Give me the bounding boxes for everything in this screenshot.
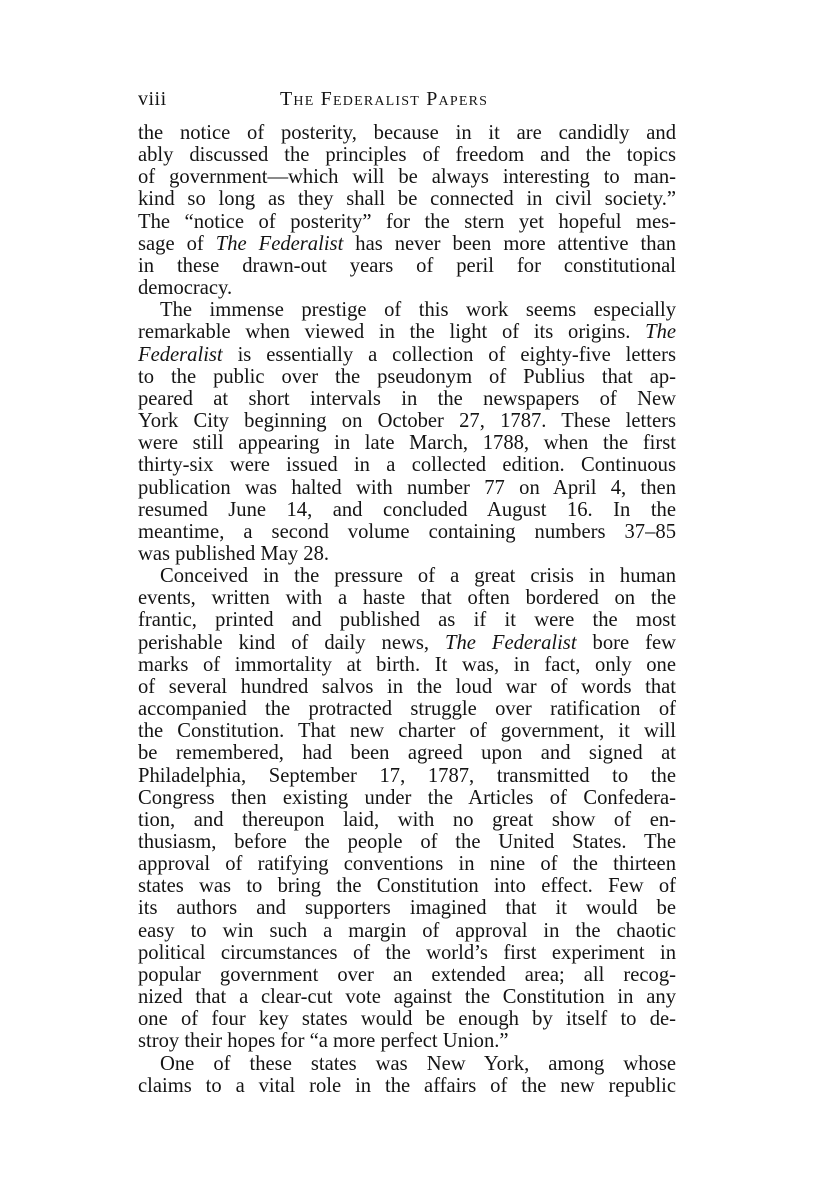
text-line: perishable kind of daily news, The Federalist bore few <box>138 631 676 654</box>
text-line: stroy their hopes for “a more perfect Union.” <box>138 1030 509 1053</box>
text-line: kind so long as they shall be connected in civil society.” <box>138 188 676 211</box>
page-header <box>138 88 676 114</box>
text-line: the notice of posterity, because in it are candidly and <box>138 122 676 144</box>
text-line: in these drawn-out years of peril for constitutional <box>138 254 676 277</box>
text-line: York City beginning on October 27, 1787. These letters <box>138 410 676 433</box>
running-head: The Federalist Papers <box>280 88 489 110</box>
text-line: approval of ratifying conventions in nine of the thirteen <box>138 853 676 876</box>
text-line: Philadelphia, September 17, 1787, transmitted to the <box>138 764 676 787</box>
text-line: marks of immortality at birth. It was, in fact, only one <box>138 653 676 676</box>
text-line: easy to win such a margin of approval in the chaotic <box>138 919 676 942</box>
text-line: Conceived in the pressure of a great crisis in human <box>160 565 676 588</box>
book-title-italic: The Federalist <box>215 232 344 255</box>
paragraph-4 <box>138 1053 676 1097</box>
text-line: thirty-six were issued in a collected edition. Continuous <box>138 454 676 477</box>
paragraph-3 <box>138 565 676 1052</box>
text-line: one of four key states would be enough by itself to de- <box>138 1008 676 1031</box>
text-line: Congress then existing under the Articles of Confedera- <box>138 786 676 809</box>
text-line: political circumstances of the world’s first experiment in <box>138 941 676 964</box>
text-line: of government—which will be always interesting to man- <box>138 166 676 189</box>
text-line: states was to bring the Constitution into effect. Few of <box>138 875 676 898</box>
text-line: to the public over the pseudonym of Publius that ap- <box>138 365 676 388</box>
text-line: nized that a clear-cut vote against the Constitution in any <box>138 986 676 1009</box>
text-line: The immense prestige of this work seems especially <box>160 299 676 322</box>
text-line: its authors and supporters imagined that it would be <box>138 897 676 920</box>
text-line: sage of The Federalist has never been more attentive than <box>138 232 677 255</box>
text-line: the Constitution. That new charter of government, it will <box>138 720 676 743</box>
text-line: tion, and thereupon laid, with no great show of en- <box>138 808 676 831</box>
text-line: remarkable when viewed in the light of its origins. The <box>138 321 676 344</box>
text-line: resumed June 14, and concluded August 16. In the <box>138 498 676 521</box>
text-line: claims to a vital role in the affairs of the new republic <box>138 1074 676 1097</box>
text-line: One of these states was New York, among whose <box>160 1052 676 1075</box>
book-title-italic: The <box>645 321 676 344</box>
text-line: were still appearing in late March, 1788, when the first <box>138 432 676 455</box>
text-line: democracy. <box>138 277 233 300</box>
book-title-italic: Federalist <box>138 343 223 366</box>
text-line: publication was halted with number 77 on April 4, then <box>138 476 676 499</box>
paragraph-1 <box>138 122 676 299</box>
book-title-italic: The Federalist <box>445 631 577 654</box>
text-line: of several hundred salvos in the loud war of words that <box>138 675 676 698</box>
text-line: be remembered, had been agreed upon and signed at <box>138 742 676 765</box>
text-line: popular government over an extended area; all recog- <box>138 963 676 986</box>
text-line: events, written with a haste that often bordered on the <box>138 587 676 610</box>
text-line: frantic, printed and published as if it were the most <box>138 609 676 632</box>
book-page <box>138 88 676 1097</box>
text-line: peared at short intervals in the newspapers of New <box>138 387 676 410</box>
text-line: was published May 28. <box>138 542 330 565</box>
text-line: accompanied the protracted struggle over ratification of <box>138 698 676 721</box>
text-line: ably discussed the principles of freedom and the topics <box>138 144 676 167</box>
paragraph-2 <box>138 299 676 565</box>
page-number: viii <box>138 88 167 110</box>
text-line: The “notice of posterity” for the stern yet hopeful mes- <box>138 210 676 233</box>
text-line: thusiasm, before the people of the United States. The <box>138 831 676 853</box>
text-line: meantime, a second volume containing numbers 37–85 <box>138 520 676 543</box>
text-line: Federalist is essentially a collection of eighty-five letters <box>138 343 676 366</box>
